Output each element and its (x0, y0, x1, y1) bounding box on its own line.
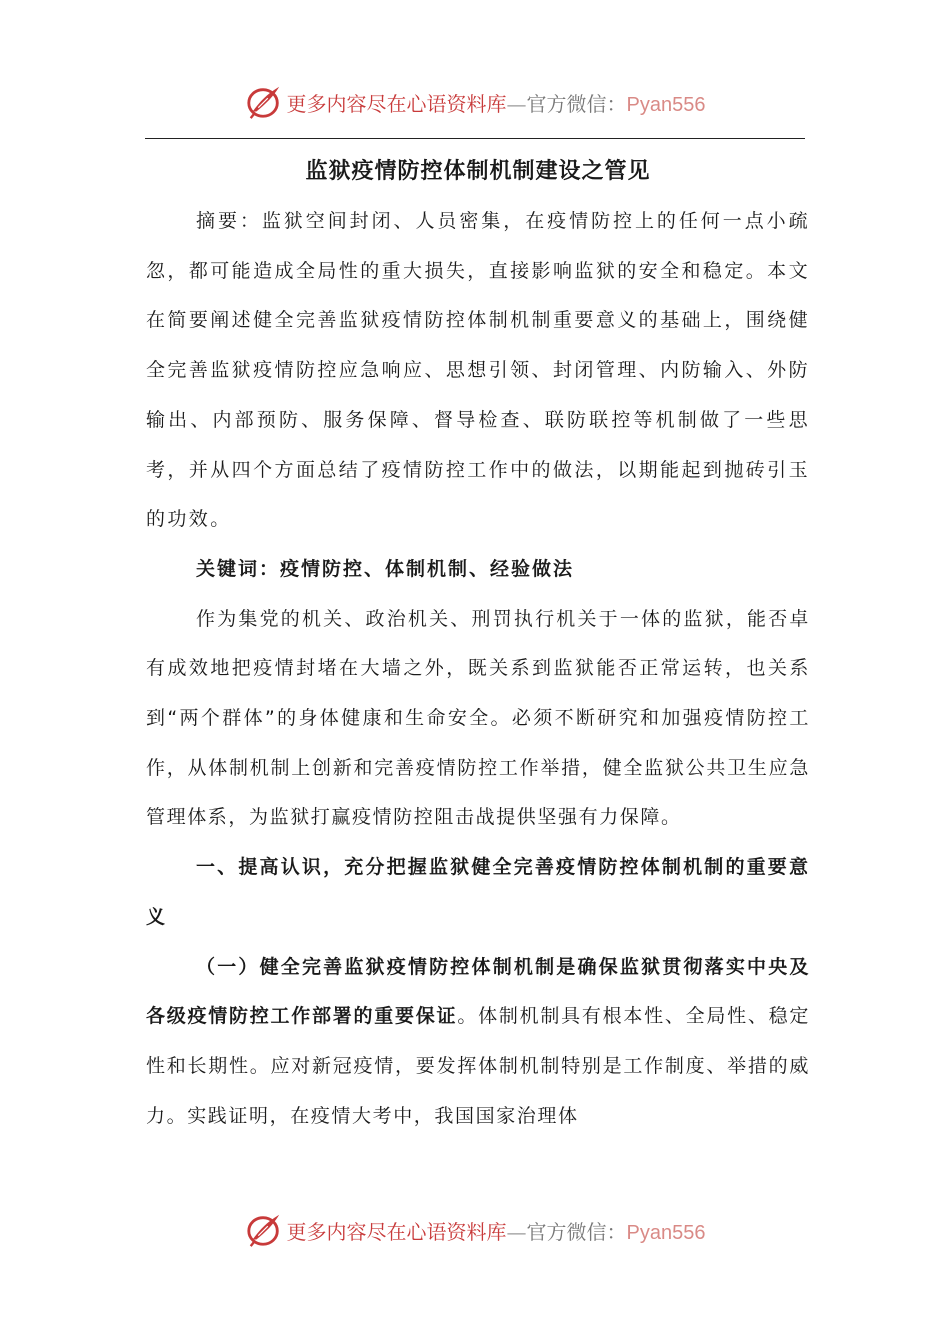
abstract-paragraph: 摘要：监狱空间封闭、人员密集，在疫情防控上的任何一点小疏忽，都可能造成全局性的重大损失，直接影响监狱的安全和稳定。本文在简要阐述健全完善监狱疫情防控体制机制重要意义的基础上，围绕健全完善监狱疫情防控应急响应、思想引领、封闭管理、内防输入、外防输出、内部预防、服务保障、督导检查、联防联控等机制做了一些思考，并从四个方面总结了疫情防控工作中的做法，以期能起到抛砖引玉的功效。 (146, 210, 810, 531)
section-1-heading: 一、提高认识，充分把握监狱健全完善疫情防控体制机制的重要意义 (146, 856, 810, 928)
subsection-1-paragraph (146, 943, 810, 1142)
quill-pen-logo-icon (245, 1211, 283, 1249)
intro-paragraph: 作为集党的机关、政治机关、刑罚执行机关于一体的监狱，能否卓有成效地把疫情封堵在大墙之外，既关系到监狱能否正常运转，也关系到“两个群体”的身体健康和生命安全。必须不断研究和加强疫情防控工作，从体制机制上创新和完善疫情防控工作举措，健全监狱公共卫生应急管理体系，为监狱打赢疫情防控阻击战提供坚强有力保障。 (146, 607, 810, 829)
watermark-wechat-label: 官方微信： (526, 1219, 627, 1244)
quill-pen-logo-icon (245, 83, 283, 121)
watermark-wechat-label: 官方微信： (526, 91, 627, 116)
header-watermark-banner (0, 78, 950, 126)
document-title: 监狱疫情防控体制机制建设之管见 (305, 159, 651, 184)
subsection-1-text: 。体制机制具有根本性、全局性、稳定性和长期性。应对新冠疫情，要发挥体制机制特别是工作制度、举措的威力。实践证明，在疫情大考中，我国国家治理体 (146, 1005, 810, 1127)
watermark-text (287, 1216, 706, 1245)
watermark-wechat-id: Pyan556 (626, 93, 706, 116)
subsection-1-heading: （一）健全完善监狱疫情防控体制机制是确保监狱贯彻落实中央及各级疫情防控工作部署的重要保证 (146, 955, 810, 1028)
keywords-paragraph: 关键词：疫情防控、体制机制、经验做法 (196, 557, 575, 580)
watermark-separator: — (506, 1219, 527, 1244)
watermark-site-name: 更多内容尽在心语资料库 (286, 91, 507, 116)
watermark-site-name: 更多内容尽在心语资料库 (286, 1219, 507, 1244)
document-body (146, 147, 810, 1141)
watermark-separator: — (506, 91, 527, 116)
watermark-text (287, 88, 706, 117)
watermark-wechat-id: Pyan556 (626, 1221, 706, 1244)
header-divider (145, 138, 805, 139)
footer-watermark-banner (0, 1206, 950, 1254)
